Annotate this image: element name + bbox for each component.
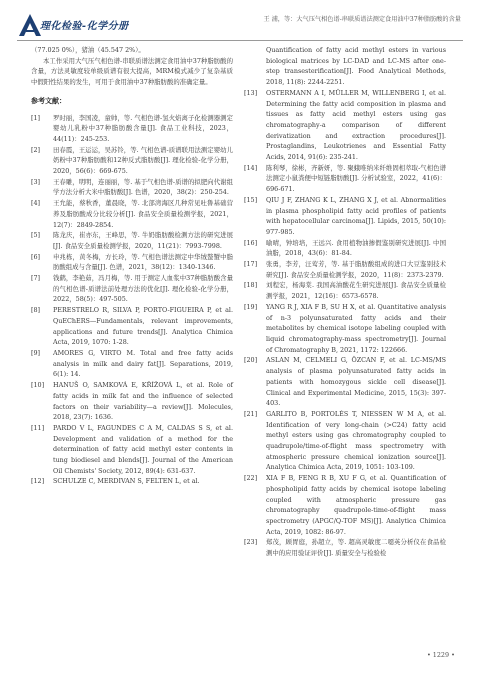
reference-item bbox=[31, 252, 233, 273]
reference-number: [14] bbox=[244, 163, 258, 172]
header-rule bbox=[17, 40, 463, 41]
running-title: 王 浦，等：大气压气相色谱-串联质谱法测定食用油中37种脂肪酸的含量 bbox=[263, 16, 461, 23]
reference-item bbox=[31, 198, 233, 230]
reference-number: [13] bbox=[244, 88, 258, 97]
reference-text: 申兆栋，黄冬梅，方长玲，等. 气相色谱法测定中华绒螯蟹中脂肪酸组成与含量[J]. 色谱，2021，38(12)：1340-1346. bbox=[53, 252, 233, 272]
reference-text: 田春霞，王运运，吴苏铃，等. 气相色谱-质谱联用法测定婴幼儿奶粉中37种脂肪酸和12种反式脂肪酸[J]. 理化检验-化学分册，2020，56(6)：669-675. bbox=[53, 145, 233, 176]
page-header bbox=[0, 0, 480, 44]
reference-text: XIA F B, FENG R B, XU F G, et al. Quantification of phospholipid fatty acids by chemical isotope labeling coupled with atmospheric pressure gas chromatography quadrupole-time-of-flight mass spectrometry (APGC/Q-TOF MS)[J]. Analytica Chimica Acta, 2019, 1082: 86-97. bbox=[266, 474, 446, 536]
reference-number: [15] bbox=[244, 195, 258, 204]
right-column bbox=[244, 45, 446, 559]
reference-item bbox=[31, 305, 233, 348]
reference-number: [21] bbox=[244, 409, 258, 418]
reference-item bbox=[244, 238, 446, 259]
reference-number: [3] bbox=[31, 177, 41, 186]
reference-text: QIU J F, ZHANG K L, ZHANG X J, et al. Abnormalities in plasma phospholipid fatty acid profiles of patients with hepatocellular carcinoma[J]. Lipids, 2015, 50(10): 977-985. bbox=[266, 195, 446, 236]
lead-text: （77.025 0%），猪油（45.547 2%）。 bbox=[31, 46, 145, 54]
reference-number: [12] bbox=[31, 477, 45, 486]
reference-number: [5] bbox=[31, 231, 41, 240]
journal-title: 理化检验-化学分册 bbox=[40, 21, 129, 32]
left-column bbox=[31, 45, 233, 487]
reference-number: [11] bbox=[31, 423, 45, 432]
reference-number: [2] bbox=[31, 145, 41, 154]
reference-text: SCHULZE C, MERDIVAN S, FELTEN L, et al. bbox=[53, 477, 200, 486]
reference-text: 喻晴，钟培培，王远兴. 食用植物油掺假鉴别研究进展[J]. 中国油脂，2018，43(6)：81-84. bbox=[266, 238, 446, 258]
reference-number: [10] bbox=[31, 381, 45, 390]
reference-item bbox=[244, 302, 446, 356]
reference-number: [6] bbox=[31, 252, 41, 261]
reference-item bbox=[31, 476, 233, 487]
reference-text: PARDO V L, FAGUNDES C A M, CALDAS S S, et al. Development and validation of a method for the determination of fatty acid methyl ester contents in tung biodiesel and blends[J]. Journal of the American Oil Chemists' Society, 2012, 89(4): 631-637. bbox=[53, 423, 233, 475]
reference-item bbox=[31, 380, 233, 423]
reference-item bbox=[244, 409, 446, 473]
reference-item bbox=[31, 113, 233, 145]
reference-number: [4] bbox=[31, 199, 41, 208]
reference-number: [8] bbox=[31, 306, 41, 315]
reference-text: 陈利琴，徐彬，齐新妍，等. 聚蛾唯纳米纤维固相萃取-气相色谱法测定小鼠粪便中短链脂肪酸[J]. 分析试验室，2022，41(6)：696-671. bbox=[266, 163, 446, 194]
reference-item bbox=[244, 473, 446, 537]
reference-item bbox=[244, 355, 446, 409]
reference-item bbox=[31, 230, 233, 251]
reference-item bbox=[244, 45, 446, 88]
reference-item bbox=[31, 273, 233, 305]
reference-number: [9] bbox=[31, 348, 41, 357]
reference-number: [18] bbox=[244, 281, 258, 290]
reference-number: [23] bbox=[244, 538, 258, 547]
reference-text: 陈龙庆，崔亦东，王峰思，等. 牛奶脂肪酸检测方法的研究进展[J]. 食品安全质量检测学报，2020，11(21)：7993-7998. bbox=[53, 231, 233, 250]
references-list-left bbox=[31, 113, 233, 488]
reference-text: GARLITO B, PORTOLÉS T, NIESSEN W M A, et al. Identification of very long-chain (>C24) fatty acid methyl esters using gas chromatography coupled to quadrupole/time-of-flight mass spectrometry with atmospheric pressure chemical ionization source[J]. Analytica Chimica Acta, 2019, 1051: 103-109. bbox=[266, 409, 446, 472]
reference-text: AMORES G, VIRTO M. Total and free fatty acids analysis in milk and dairy fat[J]. Separations, 2019, 6(1): 14. bbox=[53, 348, 233, 379]
reference-text: 刘程宏，杨海棠. 我国高油酸花生研究进展[J]. 食品安全质量检测学报，2021，12(16)：6573-6578. bbox=[266, 281, 446, 301]
reference-text: HANUŠ O, SAMKOVÁ E, KŘÍŽOVÁ L, et al. Role of fatty acids in milk fat and the influence of selected factors on their variability—a review[J]. Molecules, 2018, 23(7): 1636. bbox=[53, 381, 233, 422]
reference-number: [20] bbox=[244, 356, 258, 365]
reference-text: 张勇，李芳，汪莺芳，等. 基于脂肪酸组成的进口大豆鉴别技术研究[J]. 食品安全质量检测学报，2020，11(8)：2373-2379. bbox=[266, 260, 446, 279]
reference-text: ASLAN M, CELMELI G, ÖZCAN F, et al. LC-MS/MS analysis of plasma polyunsaturated fatty acids in patients with homozygous sickle cell disease[J]. Clinical and Experimental Medicine, 2015, 15(3): 397-403. bbox=[266, 356, 446, 408]
reference-item bbox=[31, 423, 233, 477]
reference-text: 郑茂，顾胃庭，孙超立，等. 超高灵敏度二噁英分析仪在食品检测中的应用验证评价[J]. 质量安全与检验检 bbox=[266, 538, 446, 558]
reference-number: [19] bbox=[244, 302, 258, 311]
reference-item bbox=[244, 259, 446, 280]
reference-item bbox=[244, 195, 446, 238]
reference-text: Quantification of fatty acid methyl esters in various biological matrices by LC-DAD and LC-MS after one-step transesterification[J]. Food Analytical Methods, 2018, 11(8): 2244-2251. bbox=[266, 46, 446, 87]
reference-number: [16] bbox=[244, 238, 258, 247]
reference-text: 钱鹤，李艳茹，冯月梅，等. 用于测定人血浆中37种脂肪酸含量的气相色谱-质谱法前处理方法的优化[J]. 理化检验-化学分册，2022，58(5)：497-505. bbox=[53, 274, 233, 304]
page-number: • 1229 • bbox=[427, 651, 455, 659]
reference-item bbox=[244, 280, 446, 301]
reference-number: [7] bbox=[31, 274, 41, 283]
reference-text: PERESTRELO R, SILVA P, PORTO-FIGUEIRA P, et al. QuEChERS—Fundamentals, relevant improvements, applications and future trends[J]. Analytica Chimica Acta, 2019, 1070: 1-28. bbox=[53, 306, 233, 347]
conclusion-paragraph: 本工作采用大气压气相色谱-串联质谱法测定食用油中37种脂肪酸的含量，方法灵敏度较单级质谱有很大提高，MRM模式减少了复杂基质中假阳性结果的发生，可用于食用油中37种脂肪酸的准确定量。 bbox=[31, 56, 233, 87]
reference-number: [1] bbox=[31, 113, 41, 122]
reference-text: 王春雕，明明，连丽丽，等. 基于气相色谱-质谱的拟肥向代谢组学方法分析大米中脂肪酸[J]. 色谱，2020，38(2)：250-254. bbox=[53, 177, 233, 197]
reference-text: 王允能，蔡秋香，董晨晓，等. 北部湾海区几种常见吐鲁基础营养及脂肪酸成分比较分析[J]. 食品安全质量检测学报，2021，12(7)：2849-2854. bbox=[53, 199, 233, 229]
reference-number bbox=[244, 45, 266, 88]
references-list-right bbox=[244, 45, 446, 559]
reference-item bbox=[244, 163, 446, 195]
reference-text: YANG R J, XIA F B, SU H X, et al. Quantitative analysis of n-3 polyunsaturated fatty acids and their metabolites by chemical isotope labeling coupled with liquid chromatography-mass spectrometry[J]. Journal of Chromatography B, 2021, 1172: 122666. bbox=[266, 302, 446, 354]
reference-item bbox=[244, 537, 446, 558]
reference-item bbox=[31, 348, 233, 380]
reference-number: [17] bbox=[244, 260, 258, 269]
reference-text: 罗时丽，李国凌，童帅，等. 气相色谱-氢火焰离子化检测器测定婴幼儿乳粉中37种脂肪酸含量[J]. 食品工业科技，2023，44(11)：245-253. bbox=[53, 113, 233, 143]
reference-item bbox=[244, 88, 446, 163]
reference-text: OSTERMANN A I, MÜLLER M, WILLENBERG I, et al. Determining the fatty acid composition in plasma and tissues as fatty acid methyl esters using gas chromatography-a comparison of different derivatization and extraction procedures[J]. Prostaglandins, Leukotrienes and Essential Fatty Acids, 2014, 91(6): 235-241. bbox=[266, 88, 446, 162]
references-heading: 参考文献： bbox=[31, 96, 66, 105]
reference-item bbox=[31, 145, 233, 177]
reference-number: [22] bbox=[244, 474, 258, 483]
reference-item bbox=[31, 177, 233, 198]
